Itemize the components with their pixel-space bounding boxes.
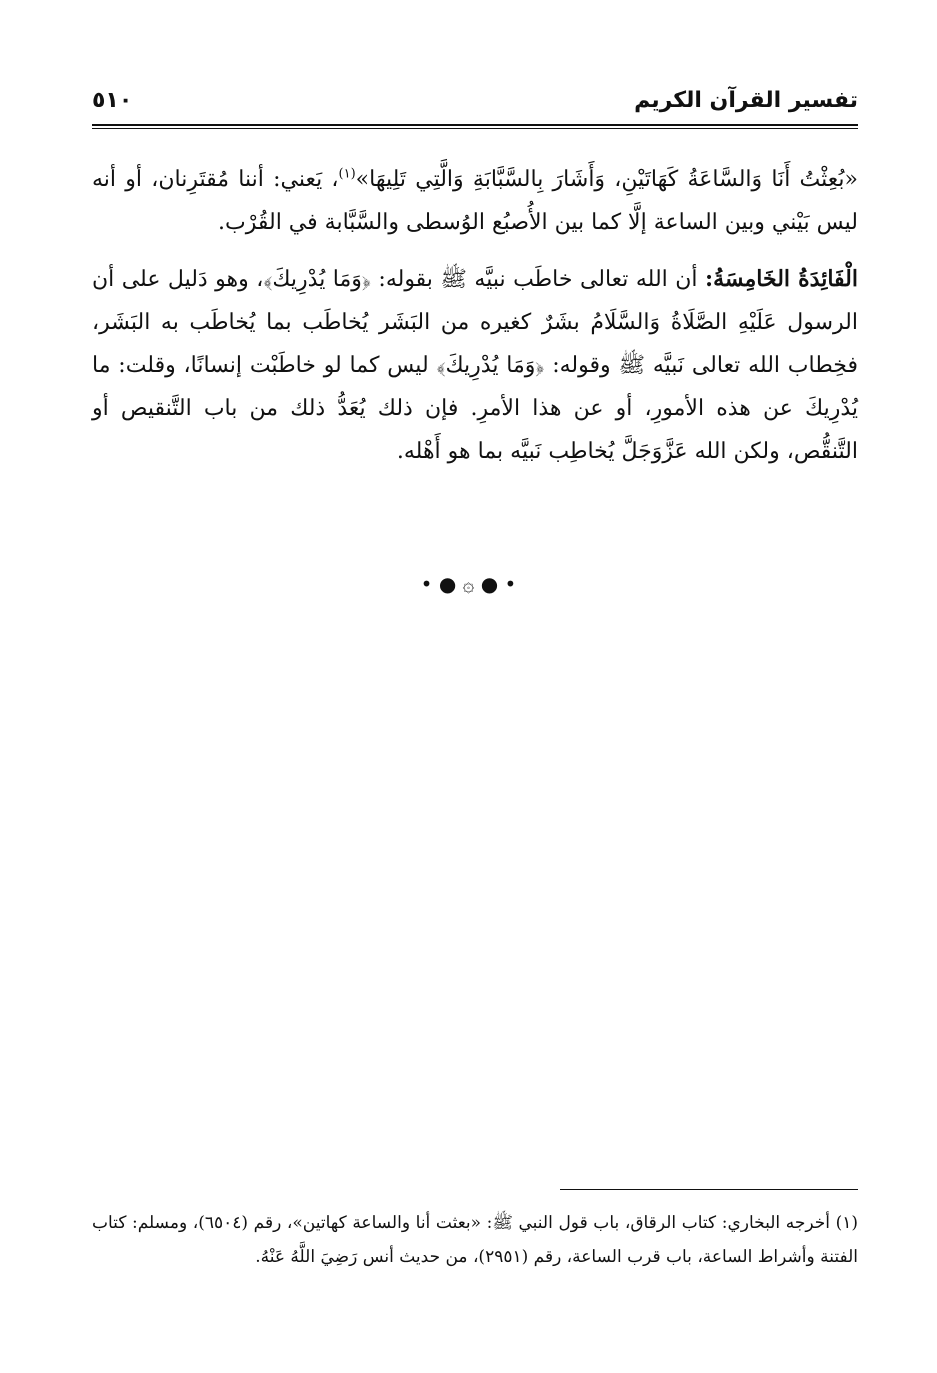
- paragraph-2-text: أن الله تعالى خاطَب نبيَّه ﷺ بقوله: ﴿وَمَا يُدْرِيكَ﴾، وهو دَليل على أن الرسول عَلَيْهِ الصَّلَاةُ وَالسَّلَامُ بشَرٌ كغيره من البَشَر يُخاطَب بما يُخاطَب به البَشَر، فخِطاب الله تعالى نَبيَّه ﷺ وقوله: ﴿وَمَا يُدْرِيكَ﴾ ليس كما لو خاطَبْت إنسانًا، وقلت: ما يُدْرِيكَ عن هذه الأمورِ، أو عن هذا الأمرِ. فإن ذلك يُعَدُّ ذلك من باب التَّنقيص أو التَّنقُّص، ولكن الله عَزَّوَجَلَّ يُخاطِب نَبيَّه بما هو أَهْله.: [92, 267, 858, 464]
- header-rule: [92, 124, 858, 126]
- header-rule-thin: [92, 128, 858, 129]
- section-ornament: • ● ۞ ● •: [420, 572, 517, 596]
- section-lead: الْفَائِدَةُ الخَامِسَةُ:: [704, 266, 858, 292]
- hadith-quote: «بُعِثْتُ أَنَا وَالسَّاعَةُ كَهَاتَيْنِ، وَأَشَارَ بِالسَّبَّابَةِ وَالَّتِي تَلِيهَا»: [355, 167, 858, 192]
- page-header: [92, 84, 858, 124]
- running-title: تفسير القرآن الكريم: [634, 88, 858, 113]
- footnote-1: (١) أخرجه البخاري: كتاب الرقاق، باب قول النبي ﷺ: «بعثت أنا والساعة كهاتين»، رقم (٦٥٠٤)، ومسلم: كتاب الفتنة وأشراط الساعة، باب قرب الساعة، رقم (٢٩٥١)، من حديث أنس رَضِيَ اللَّهُ عَنْهُ.: [92, 1213, 858, 1267]
- footnotes: [92, 1206, 858, 1274]
- paragraph-2: [92, 258, 858, 473]
- main-text: [92, 158, 858, 487]
- paragraph-1-rest: ، يَعني: أننا مُقتَرِنان، أو أنه ليس بَيْني وبين الساعة إلَّا كما بين الأُصبُع الوُسطى والسَّبَّابة في القُرْب.: [92, 167, 858, 235]
- page-number: ٥١٠: [92, 88, 133, 113]
- paragraph-1: [92, 158, 858, 244]
- footnote-separator: [560, 1189, 858, 1190]
- footnote-reference: (١): [338, 166, 356, 182]
